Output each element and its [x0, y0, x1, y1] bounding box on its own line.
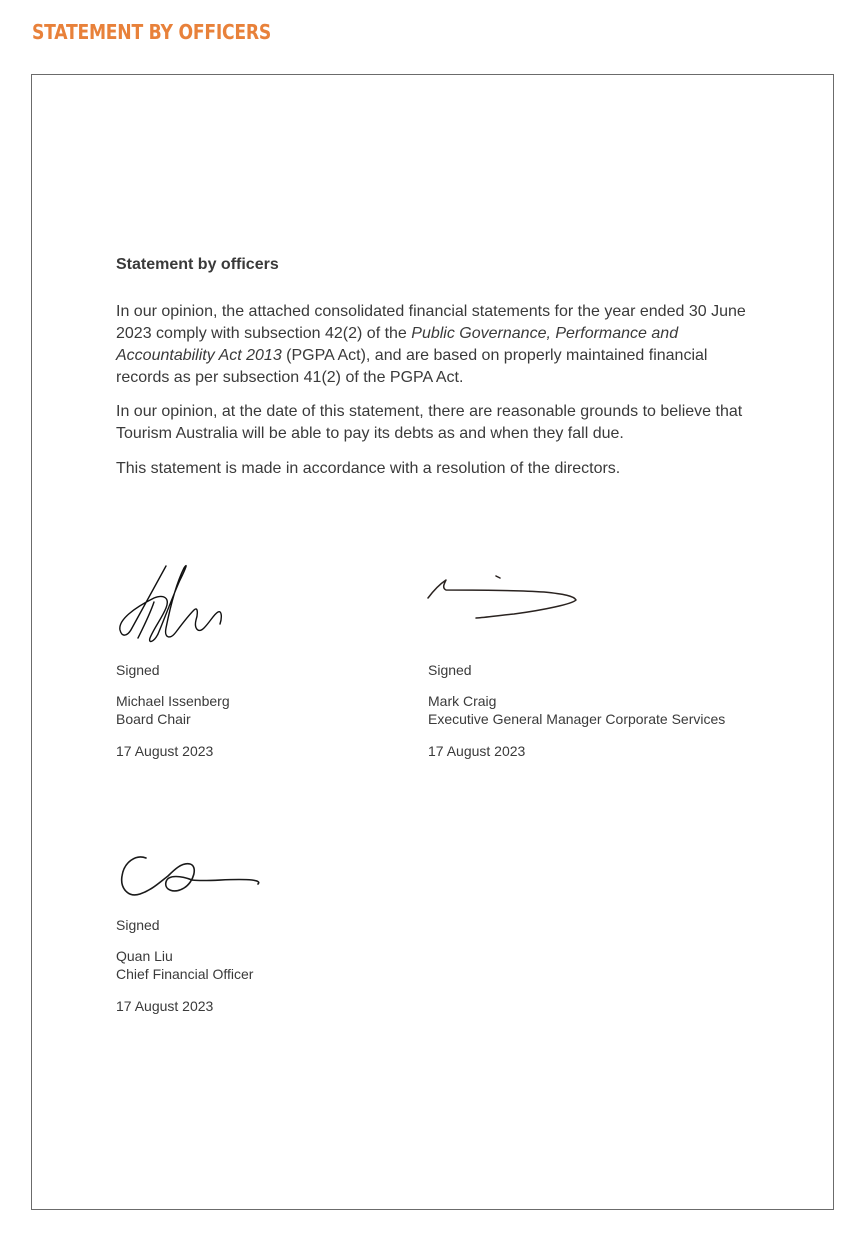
signatory-name: Quan Liu: [116, 948, 173, 964]
signatory-role: Chief Financial Officer: [116, 966, 254, 982]
page-heading: STATEMENT BY OFFICERS: [32, 20, 271, 44]
signed-label: Signed: [116, 662, 160, 678]
opinion-paragraph-compliance: [116, 301, 756, 389]
signed-label: Signed: [428, 662, 472, 678]
signed-date: 17 August 2023: [428, 743, 526, 759]
signed-date: 17 August 2023: [116, 998, 214, 1014]
signatory-role: Board Chair: [116, 711, 191, 727]
act-name: Public Governance, Performance and Accountability Act 2013: [116, 325, 679, 364]
resolution-paragraph: This statement is made in accordance with a resolution of the directors.: [116, 460, 621, 477]
signature-image-chair: [114, 558, 229, 646]
compliance-text-end: (PGPA Act), and are based on properly maintained financial records as per subsection 41(2) of the PGPA Act.: [116, 347, 708, 386]
signatory-role: Executive General Manager Corporate Services: [428, 711, 726, 727]
compliance-text-start: In our opinion, the attached consolidated financial statements for the year ended 30 June 2023 comply with subsection 42(2) of the: [116, 303, 746, 342]
signature-image-cfo: [112, 848, 262, 904]
document-title: Statement by officers: [116, 256, 279, 273]
opinion-paragraph-solvency: In our opinion, at the date of this statement, there are reasonable grounds to believe that Tourism Australia will be able to pay its debts as and when they fall due.: [116, 403, 743, 442]
signed-label: Signed: [116, 917, 160, 933]
signed-date: 17 August 2023: [116, 743, 214, 759]
signature-image-corporate-services: [424, 560, 594, 640]
signatory-name: Michael Issenberg: [116, 693, 230, 709]
signatory-name: Mark Craig: [428, 693, 497, 709]
